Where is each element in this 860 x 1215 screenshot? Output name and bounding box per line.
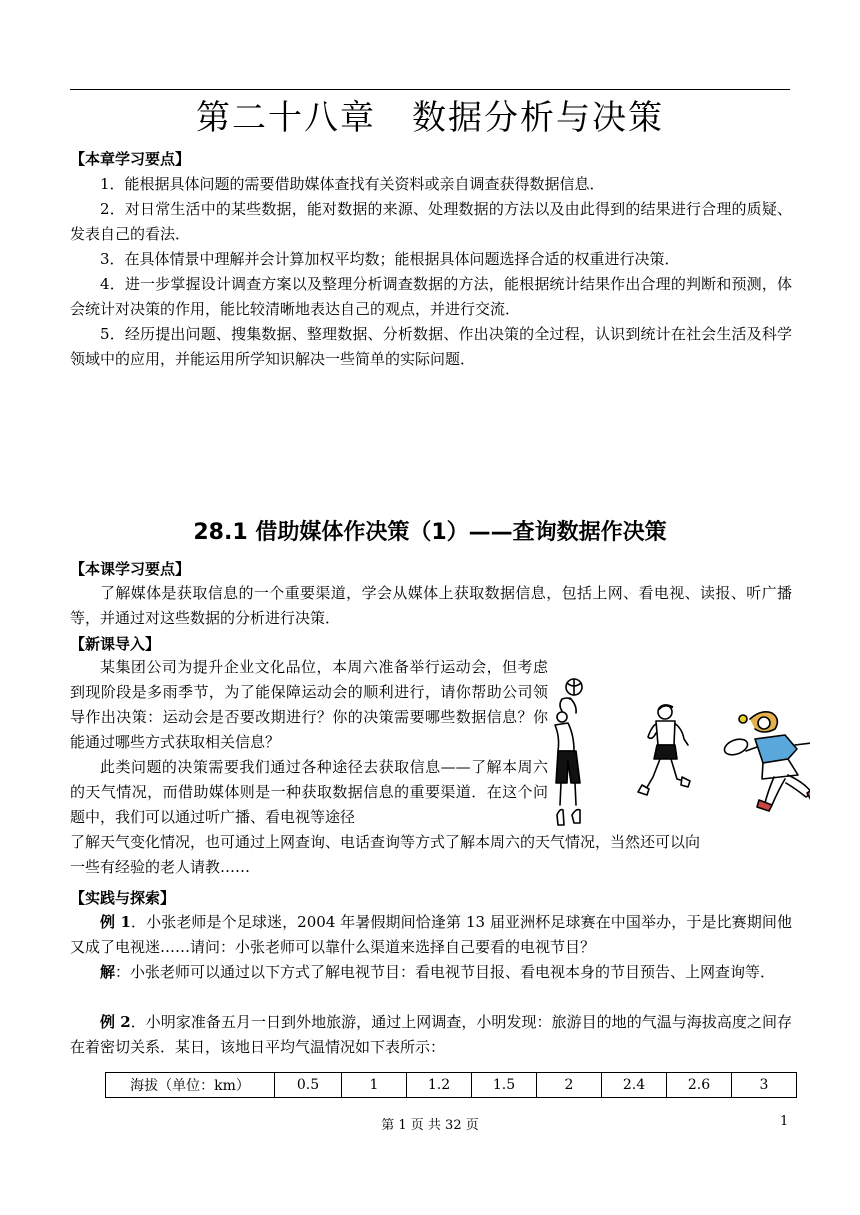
- altitude-table: [105, 1072, 797, 1098]
- table-cell: 1: [342, 1073, 407, 1098]
- table-cell: 2.4: [602, 1073, 667, 1098]
- lesson-key-points-heading: 【本课学习要点】: [70, 560, 191, 578]
- chapter-key-point-1: 1．能根据具体问题的需要借助媒体查找有关资料或亲自调查获得数据信息．: [100, 175, 605, 193]
- chapter-key-point-3: 3．在具体情景中理解并会计算加权平均数；能根据具体问题选择合适的权重进行决策．: [100, 250, 680, 268]
- practice-heading: 【实践与探索】: [70, 889, 176, 907]
- chapter-key-points-heading: 【本章学习要点】: [70, 150, 191, 168]
- table-cell: 1.5: [472, 1073, 537, 1098]
- example-1: [70, 910, 792, 960]
- chapter-key-point-5: 5．经历提出问题、搜集数据、整理数据、分析数据、作出决策的全过程，认识到统计在社会生活及科学领域中的应用，并能运用所学知识解决一些简单的实际问题．: [70, 325, 792, 368]
- solution-label: 解: [100, 963, 116, 981]
- intro-paragraph-1: 某集团公司为提升企业文化品位，本周六准备举行运动会，但考虑到现阶段是多雨季节，为了能保障运动会的顺利进行，请你帮助公司领导作出决策：运动会是否要改期进行？你的决策需要哪些数据信息？你能通过哪些方式获取相关信息？: [70, 658, 548, 751]
- chapter-key-point-2: 2．对日常生活中的某些数据，能对数据的来源、处理数据的方法以及由此得到的结果进行合理的质疑、发表自己的看法．: [70, 200, 792, 243]
- example-1-text: ．小张老师是个足球迷，2004 年暑假期间恰逢第 13 届亚洲杯足球赛在中国举办，于是比赛期间他又成了电视迷……请问：小张老师可以靠什么渠道来选择自己要看的电视节目？: [70, 913, 792, 956]
- header-rule: [70, 89, 790, 90]
- intro-heading: 【新课导入】: [70, 635, 161, 653]
- example-2-text: ．小明家准备五月一日到外地旅游，通过上网调查，小明发现：旅游目的地的气温与海拔高度之间存在着密切关系．某日，该地日平均气温情况如下表所示：: [70, 1013, 792, 1056]
- example-2: [70, 1010, 792, 1060]
- page-footer: 第 1 页 共 32 页: [381, 1118, 479, 1133]
- sports-illustration: [550, 665, 810, 835]
- solution-text: ：小张老师可以通过以下方式了解电视节目：看电视节目报、看电视本身的节目预告、上网查询等．: [115, 963, 776, 981]
- intro-paragraph-2-line: 了解天气变化情况，也可通过上网查询、电话查询等方式了解本周六的天气情况，当然还可以向: [70, 833, 701, 851]
- table-cell: 1.2: [407, 1073, 472, 1098]
- intro-paragraph-2: 此类问题的决策需要我们通过各种途径去获取信息——了解本周六的天气情况，而借助媒体则是一种获取数据信息的重要渠道．在这个问题中，我们可以通过听广播、看电视等途径: [70, 758, 548, 826]
- table-cell: 3: [732, 1073, 797, 1098]
- lesson-title: 28.1 借助媒体作决策（1）——查询数据作决策: [193, 520, 667, 545]
- basketball-player-icon: [555, 679, 582, 825]
- table-row: [106, 1073, 797, 1098]
- solution-1: [70, 960, 792, 985]
- runner-icon: [638, 705, 690, 795]
- table-cell: 2.6: [667, 1073, 732, 1098]
- table-cell: 0.5: [275, 1073, 342, 1098]
- intro-paragraph-2-end: 一些有经验的老人请教……: [70, 858, 251, 876]
- lesson-key-points-text: 了解媒体是获取信息的一个重要渠道，学会从媒体上获取数据信息，包括上网、看电视、读报、听广播等，并通过对这些数据的分析进行决策．: [70, 584, 792, 627]
- example-1-label: 例 1: [100, 913, 131, 931]
- chapter-title: 第二十八章 数据分析与决策: [196, 98, 664, 138]
- chapter-key-point-4: 4．进一步掌握设计调查方案以及整理分析调查数据的方法，能根据统计结果作出合理的判断和预测，体会统计对决策的作用，能比较清晰地表达自己的观点，并进行交流．: [70, 275, 792, 318]
- tennis-player-icon: [722, 712, 810, 811]
- example-2-label: 例 2: [100, 1013, 131, 1031]
- page-number: 1: [780, 1114, 789, 1129]
- table-cell: 2: [537, 1073, 602, 1098]
- table-header-cell: 海拔（单位：km）: [106, 1073, 275, 1098]
